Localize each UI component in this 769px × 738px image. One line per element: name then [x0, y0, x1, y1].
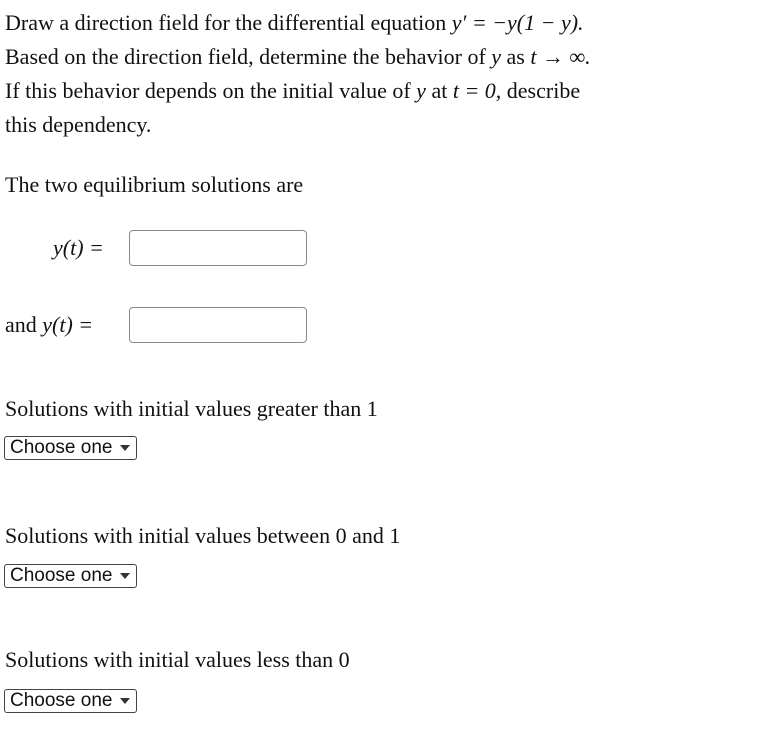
- equation: y′ = −y(1 − y).: [451, 10, 584, 35]
- equilibrium-input-1[interactable]: [129, 230, 307, 266]
- text: as: [501, 44, 531, 69]
- dropdown-arrow-icon: [120, 698, 130, 704]
- equilibrium-label-2: [5, 312, 93, 338]
- problem-statement: [5, 6, 765, 142]
- question-label-less-than-0: Solutions with initial values less than 0: [5, 647, 350, 672]
- select-value: Choose one: [10, 565, 113, 586]
- math: y(t) =: [42, 312, 94, 337]
- select-less-than-0[interactable]: [4, 689, 137, 713]
- math: y: [491, 44, 502, 69]
- equilibrium-input-2[interactable]: [129, 307, 307, 343]
- select-value: Choose one: [10, 690, 113, 711]
- text: and: [5, 312, 43, 337]
- equilibrium-label-1: y(t) =: [53, 235, 104, 260]
- select-greater-than-1[interactable]: [4, 436, 137, 460]
- equilibrium-intro: The two equilibrium solutions are: [5, 172, 304, 197]
- select-between-0-and-1[interactable]: [4, 564, 137, 588]
- text: Based on the direction field, determine the behavior of: [5, 44, 492, 69]
- math: t → ∞.: [530, 44, 591, 69]
- question-label-between-0-and-1: Solutions with initial values between 0 and 1: [5, 523, 401, 548]
- select-value: Choose one: [10, 437, 113, 458]
- text: If this behavior depends on the initial value of: [5, 78, 417, 103]
- dropdown-arrow-icon: [120, 445, 130, 451]
- text: Draw a direction field for the differential equation: [5, 10, 452, 35]
- math: t = 0,: [452, 78, 502, 103]
- text: describe: [501, 78, 581, 103]
- math: y: [416, 78, 426, 103]
- dropdown-arrow-icon: [120, 573, 130, 579]
- text: at: [425, 78, 453, 103]
- question-label-greater-than-1: Solutions with initial values greater than 1: [5, 396, 378, 421]
- text: this dependency.: [5, 112, 152, 137]
